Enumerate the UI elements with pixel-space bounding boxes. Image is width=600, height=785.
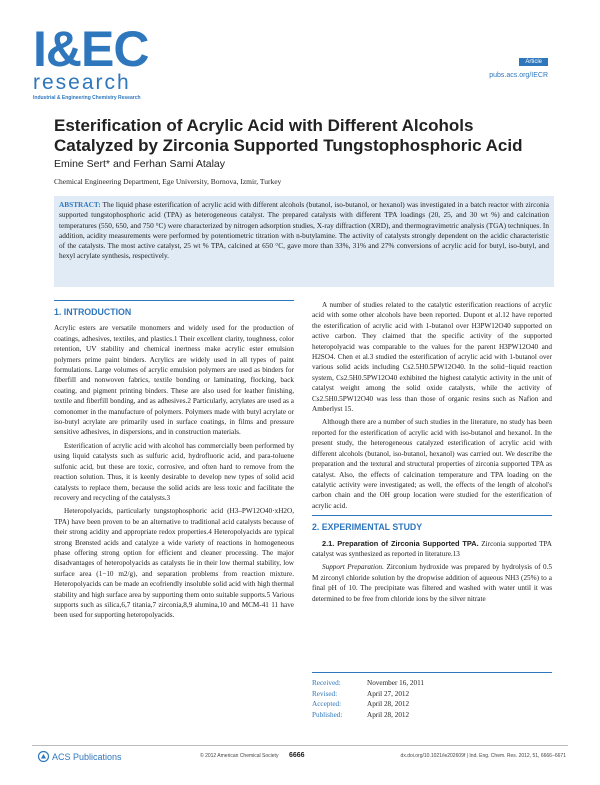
received-label: Received:	[312, 679, 341, 687]
paragraph-label: Support Preparation.	[322, 563, 384, 572]
accepted-date: April 28, 2012	[367, 700, 410, 708]
copyright-notice: © 2012 American Chemical Society	[200, 753, 279, 759]
left-column	[54, 296, 294, 740]
publisher-logo[interactable]	[38, 751, 122, 762]
paragraph: Zirconium hydroxide was prepared by hydrolysis of 0.5 M zirconyl chloride solution by the dropwise addition of aqueous NH3 (25%) to a final pH of 10. The precipitate was filtered and washed with water until it was determined to be free from chloride ions by the silver nitrate	[312, 563, 552, 603]
paragraph: Acrylic esters are versatile monomers and widely used for the production of coatings, adhesives, textiles, and plastics.1 Their excellent clarity, toughness, color retention, UV stability and chemical inertness make acrylic ester emulsion polymers prime paint binders. Acrylics are widely used in all types of paint formulations. Large volumes of acrylic emulsion polymers are used as binders for fiberfill and nonwoven fabrics, textile bonding or laminating, flocking, back coating, and pigment printing binders. These are also used for leather finishing, textile and fiberfill bonding, and as adhesives.2 Particularly, acrylates are used as a comonomer in the manufacture of polymers. Polymers made with butyl acrylate or iso-butyl acrylate are primarily used in surface coatings, in films and pressure sensitive adhesives, in dispersions, and in construction materials.	[54, 324, 294, 437]
article-title: Esterification of Acrylic Acid with Different Alcohols Catalyzed by Zirconia Supported Tungstophosphoric Acid	[54, 116, 523, 155]
journal-url-link[interactable]: pubs.acs.org/IECR	[489, 72, 548, 79]
published-label: Published:	[312, 710, 343, 719]
article-type-badge: Article	[519, 58, 548, 66]
article-dates	[312, 672, 552, 720]
subsection-heading: 2.1. Preparation of Zirconia Supported TPA.	[322, 538, 479, 548]
paragraph: Esterification of acrylic acid with alcohol has commercially been performed by using liquid catalysts such as sulfuric acid, hydrofluoric acid, and para-toluene sulfonic acid, but these are toxic, corrosive, and often hard to remove from the reaction solution. Thus, it is keenly desirable to develop new types of solid acid catalysts to replace them, because the solid acids are less toxic and facilitate the recovery and recycling of the catalysts.3	[54, 441, 294, 502]
subsection-text: Zirconia supported TPA catalyst was synthesized as reported in literature.13	[312, 539, 552, 558]
journal-logo: I&EC	[33, 21, 149, 77]
section-heading-introduction: 1. INTRODUCTION	[54, 307, 132, 317]
publisher-name: ACS Publications	[52, 751, 122, 762]
abstract-box	[54, 196, 554, 287]
published-date: April 28, 2012	[367, 710, 410, 719]
received-date: November 16, 2011	[367, 679, 425, 687]
revised-date: April 27, 2012	[367, 689, 410, 698]
journal-full-name: Industrial & Engineering Chemistry Research	[33, 95, 141, 101]
paragraph: A number of studies related to the catalytic esterification reactions of acrylic acid with some other alcohols have been reported. Dupont et al.12 have reported the esterification of acrylic acid with 1-butanol over H3PW12O40 supported on active carbon. They claimed that the specific activity of the supported heteropolyacid was comparable to the values for the parent H3PW12O40 and H2SO4. Chen et al.3 studied the esterification of acrylic acid with 1-butanol over various solid acids including Cs2.5H0.5PW12O40. In the solid−liquid reaction system, Cs2.5H0.5PW12O40 exhibited the highest catalytic activity in the unit of catalyst weight among the solid oxide catalysts, while the activity of Cs2.5H0.5PW12O40 was less than those of organic resins such as Nafion and Amberlyst 15.	[312, 301, 552, 414]
revised-label: Revised:	[312, 689, 338, 698]
accepted-label: Accepted:	[312, 700, 342, 708]
author-affiliation: Chemical Engineering Department, Ege University, Bornova, Izmir, Turkey	[54, 177, 282, 186]
author-list: Emine Sert* and Ferhan Sami Atalay	[54, 158, 226, 170]
footer-divider	[32, 745, 568, 746]
abstract-label: ABSTRACT:	[59, 200, 101, 209]
paragraph: Heteropolyacids, particularly tungstophosphoric acid (H3–PW12O40·xH2O, TPA) have been proven to be an alternative to traditional acid catalysts because of their strong acidity and appropriate redox properties.4 Heteropolyacids are typical strong Brønsted acids and catalyze a wide variety of reactions in homogeneous phase offering strong option for efficient and cleaner processing. The major disadvantages of heteropolyacids as catalysts lie in their low thermal stability, low surface area (1−10 m2/g), and separation problems from reaction mixture. Heteropolyacids can be made an ecofriendly insoluble solid acid with high thermal stability and high surface area by supporting them onto suitable supports.5 Various supports such as silica,6,7 titania,7 zirconia,8,9 alumina,10 and MCM-41 11 have been used for supporting heteropolyacids.	[54, 507, 294, 620]
acs-logo-icon	[38, 751, 49, 762]
page-number: 6666	[289, 752, 305, 759]
section-heading-experimental: 2. EXPERIMENTAL STUDY	[312, 522, 423, 533]
right-column	[312, 300, 552, 605]
doi-citation-link[interactable]: dx.doi.org/10.1021/ie202609f | Ind. Eng. Chem. Res. 2012, 51, 6666−6671	[400, 753, 566, 759]
abstract-text: The liquid phase esterification of acrylic acid with different alcohols (butanol, iso-butanol, or hexanol) was investigated in a batch reactor with zirconia supported tungstophosphoric acid (TPA) as heterogeneous catalyst. The prepared catalysts with different TPA loadings (20, 25, and 30 wt %) and calcination temperatures (550, 650, and 750 °C) were characterized by nitrogen adsorption studies, X-ray diffraction (XRD), and thermogravimetric analysis (TGA) techniques. In addition, acidity measurements were performed by potentiometric titration with n-butylamine. The activity of catalysts strongly dependent on the acidic characteristic of the catalysts. The most active catalyst, 25 wt % TPA, calcined at 650 °C, gave more than 33%, 31% and 27% conversions of acrylic acid for butyl, iso-butyl, and hexyl acrylate synthesis, respectively.	[59, 200, 549, 261]
journal-logo-subtitle: research	[33, 71, 131, 94]
paragraph: Although there are a number of such studies in the literature, no study has been reported for the esterification of acrylic acid with iso-butanol and hexanol. In the present study, the heterogeneous catalyzed esterification of acrylic acid with different alcohols (butanol, iso-butanol, hexanol) was carried out. We describe the preparation and the textural and structural properties of zirconia supported TPA as catalyst. Also, the effects of calcination temperature and TPA loading on the catalytic activity were investigated; as well, the effects of the length of alcohol's carbon chain and the OH group location were studied for the esterification of acrylic acid.	[312, 418, 552, 510]
